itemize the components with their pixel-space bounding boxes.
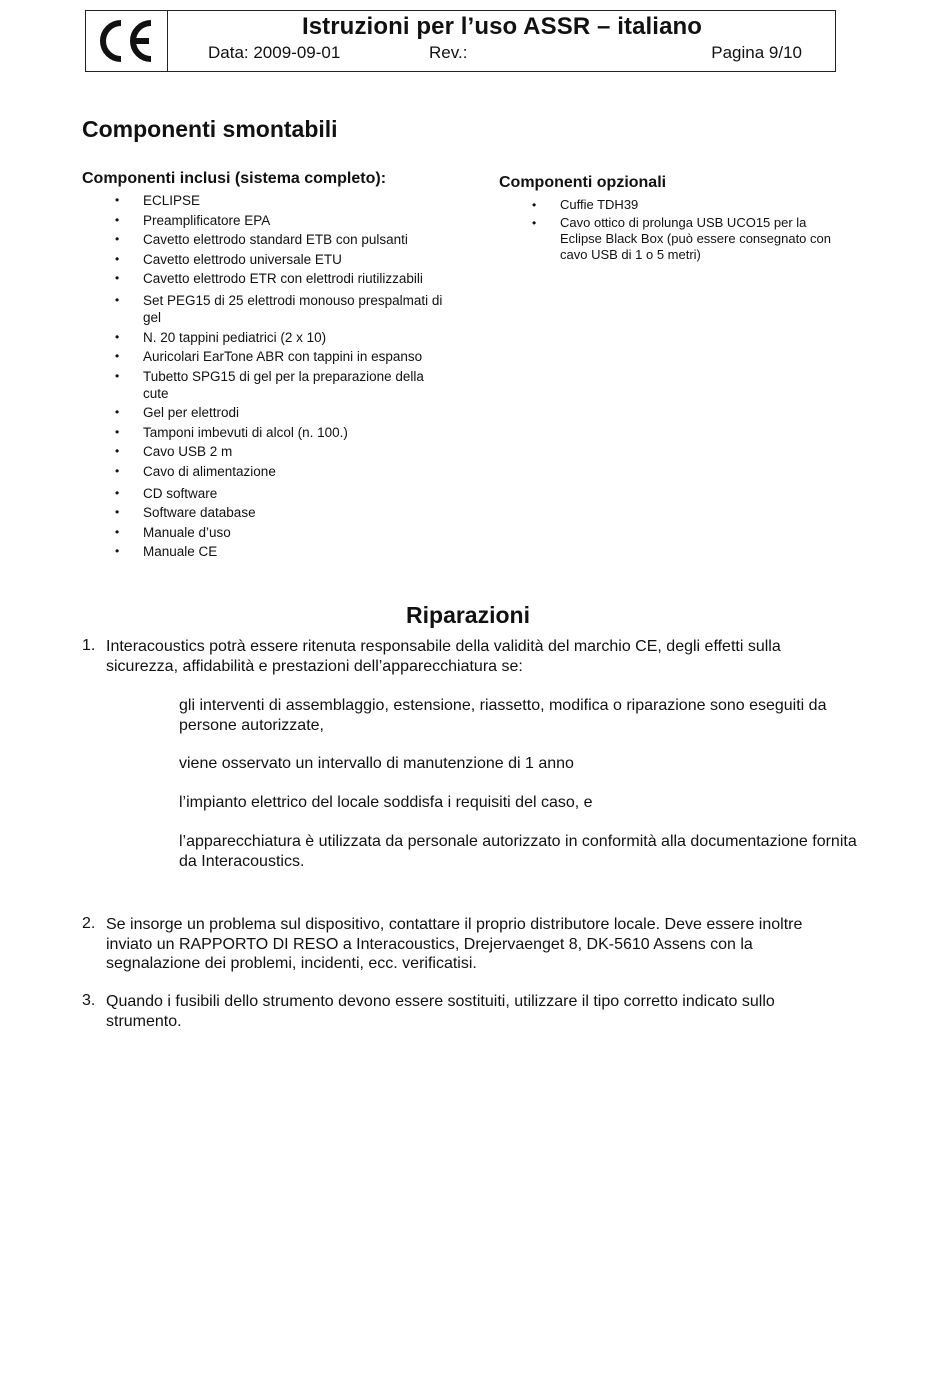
list-item: • Gel per elettrodi bbox=[115, 404, 445, 421]
repair-item-1-text: Interacoustics potrà essere ritenuta responsabile della validità del marchio CE, degli effetti sulla sicurezza, affidabilità e prestazioni dell’apparecchiatura se: bbox=[106, 638, 781, 675]
repair-item-3-text: Quando i fusibili dello strumento devono essere sostituiti, utilizzare il tipo corretto indicato sullo strumento. bbox=[106, 993, 775, 1030]
list-item: • Preamplificatore EPA bbox=[115, 212, 445, 229]
condition-4: l’apparecchiatura è utilizzata da personale autorizzato in conformità alla documentazione fornita da Interacoustics. bbox=[179, 833, 857, 870]
repair-item-2-text: Se insorge un problema sul dispositivo, contattare il proprio distributore locale. Deve essere inoltre inviato un RAPPORTO DI RESO a Interacoustics, Drejervaenget 8, DK-5610 Assens con la segnalazione dei problemi, incidenti, ecc. verificatisi. bbox=[106, 916, 803, 972]
list-item: • Tamponi imbevuti di alcol (n. 100.) bbox=[115, 424, 445, 441]
optional-components-heading: Componenti opzionali bbox=[499, 174, 667, 191]
condition-2: viene osservato un intervallo di manutenzione di 1 anno bbox=[179, 755, 574, 772]
list-item: • Auricolari EarTone ABR con tappini in espanso bbox=[115, 348, 445, 365]
section-title-repairs: Riparazioni bbox=[406, 602, 530, 628]
document-revision: Rev.: bbox=[429, 43, 468, 62]
ce-logo bbox=[86, 11, 168, 71]
list-item: • Cavo ottico di prolunga USB UCO15 per la Eclipse Black Box (può essere consegnato con cavo USB di 1 o 5 metri) bbox=[532, 215, 850, 263]
list-item: • Set PEG15 di 25 elettrodi monouso prespalmati di gel bbox=[115, 292, 445, 326]
list-item: • Manuale d’uso bbox=[115, 524, 445, 541]
page-number: Pagina 9/10 bbox=[711, 43, 802, 62]
list-item: • Software database bbox=[115, 504, 445, 521]
included-components-heading: Componenti inclusi (sistema completo): bbox=[82, 170, 387, 187]
list-item: • N. 20 tappini pediatrici (2 x 10) bbox=[115, 329, 445, 346]
item-number: 2. bbox=[82, 915, 96, 932]
document-title: Istruzioni per l’uso ASSR – italiano bbox=[301, 13, 703, 40]
list-item: • ECLIPSE bbox=[115, 192, 445, 209]
included-components-list bbox=[115, 192, 445, 563]
document-date: Data: 2009-09-01 bbox=[208, 43, 341, 62]
condition-3: l’impianto elettrico del locale soddisfa i requisiti del caso, e bbox=[179, 794, 593, 811]
list-item: • Cavetto elettrodo standard ETB con pulsanti bbox=[115, 231, 445, 248]
list-item: • Cavetto elettrodo ETR con elettrodi riutilizzabili bbox=[115, 270, 445, 287]
list-item: • Tubetto SPG15 di gel per la preparazione della cute bbox=[115, 368, 445, 402]
ce-mark-icon bbox=[94, 18, 158, 64]
item-number: 1. bbox=[82, 637, 96, 654]
list-item: • Cavo di alimentazione bbox=[115, 463, 445, 480]
item-number: 3. bbox=[82, 992, 96, 1009]
section-title-components: Componenti smontabili bbox=[82, 116, 338, 142]
list-item: • Manuale CE bbox=[115, 543, 445, 560]
list-item: • Cavo USB 2 m bbox=[115, 443, 445, 460]
list-item: • Cavetto elettrodo universale ETU bbox=[115, 251, 445, 268]
condition-1: gli interventi di assemblaggio, estensione, riassetto, modifica o riparazione sono eseguiti da persone autorizzate, bbox=[179, 697, 827, 734]
optional-components-list bbox=[532, 197, 862, 265]
list-item: • Cuffie TDH39 bbox=[532, 197, 862, 213]
page-header bbox=[85, 10, 836, 72]
list-item: • CD software bbox=[115, 485, 445, 502]
